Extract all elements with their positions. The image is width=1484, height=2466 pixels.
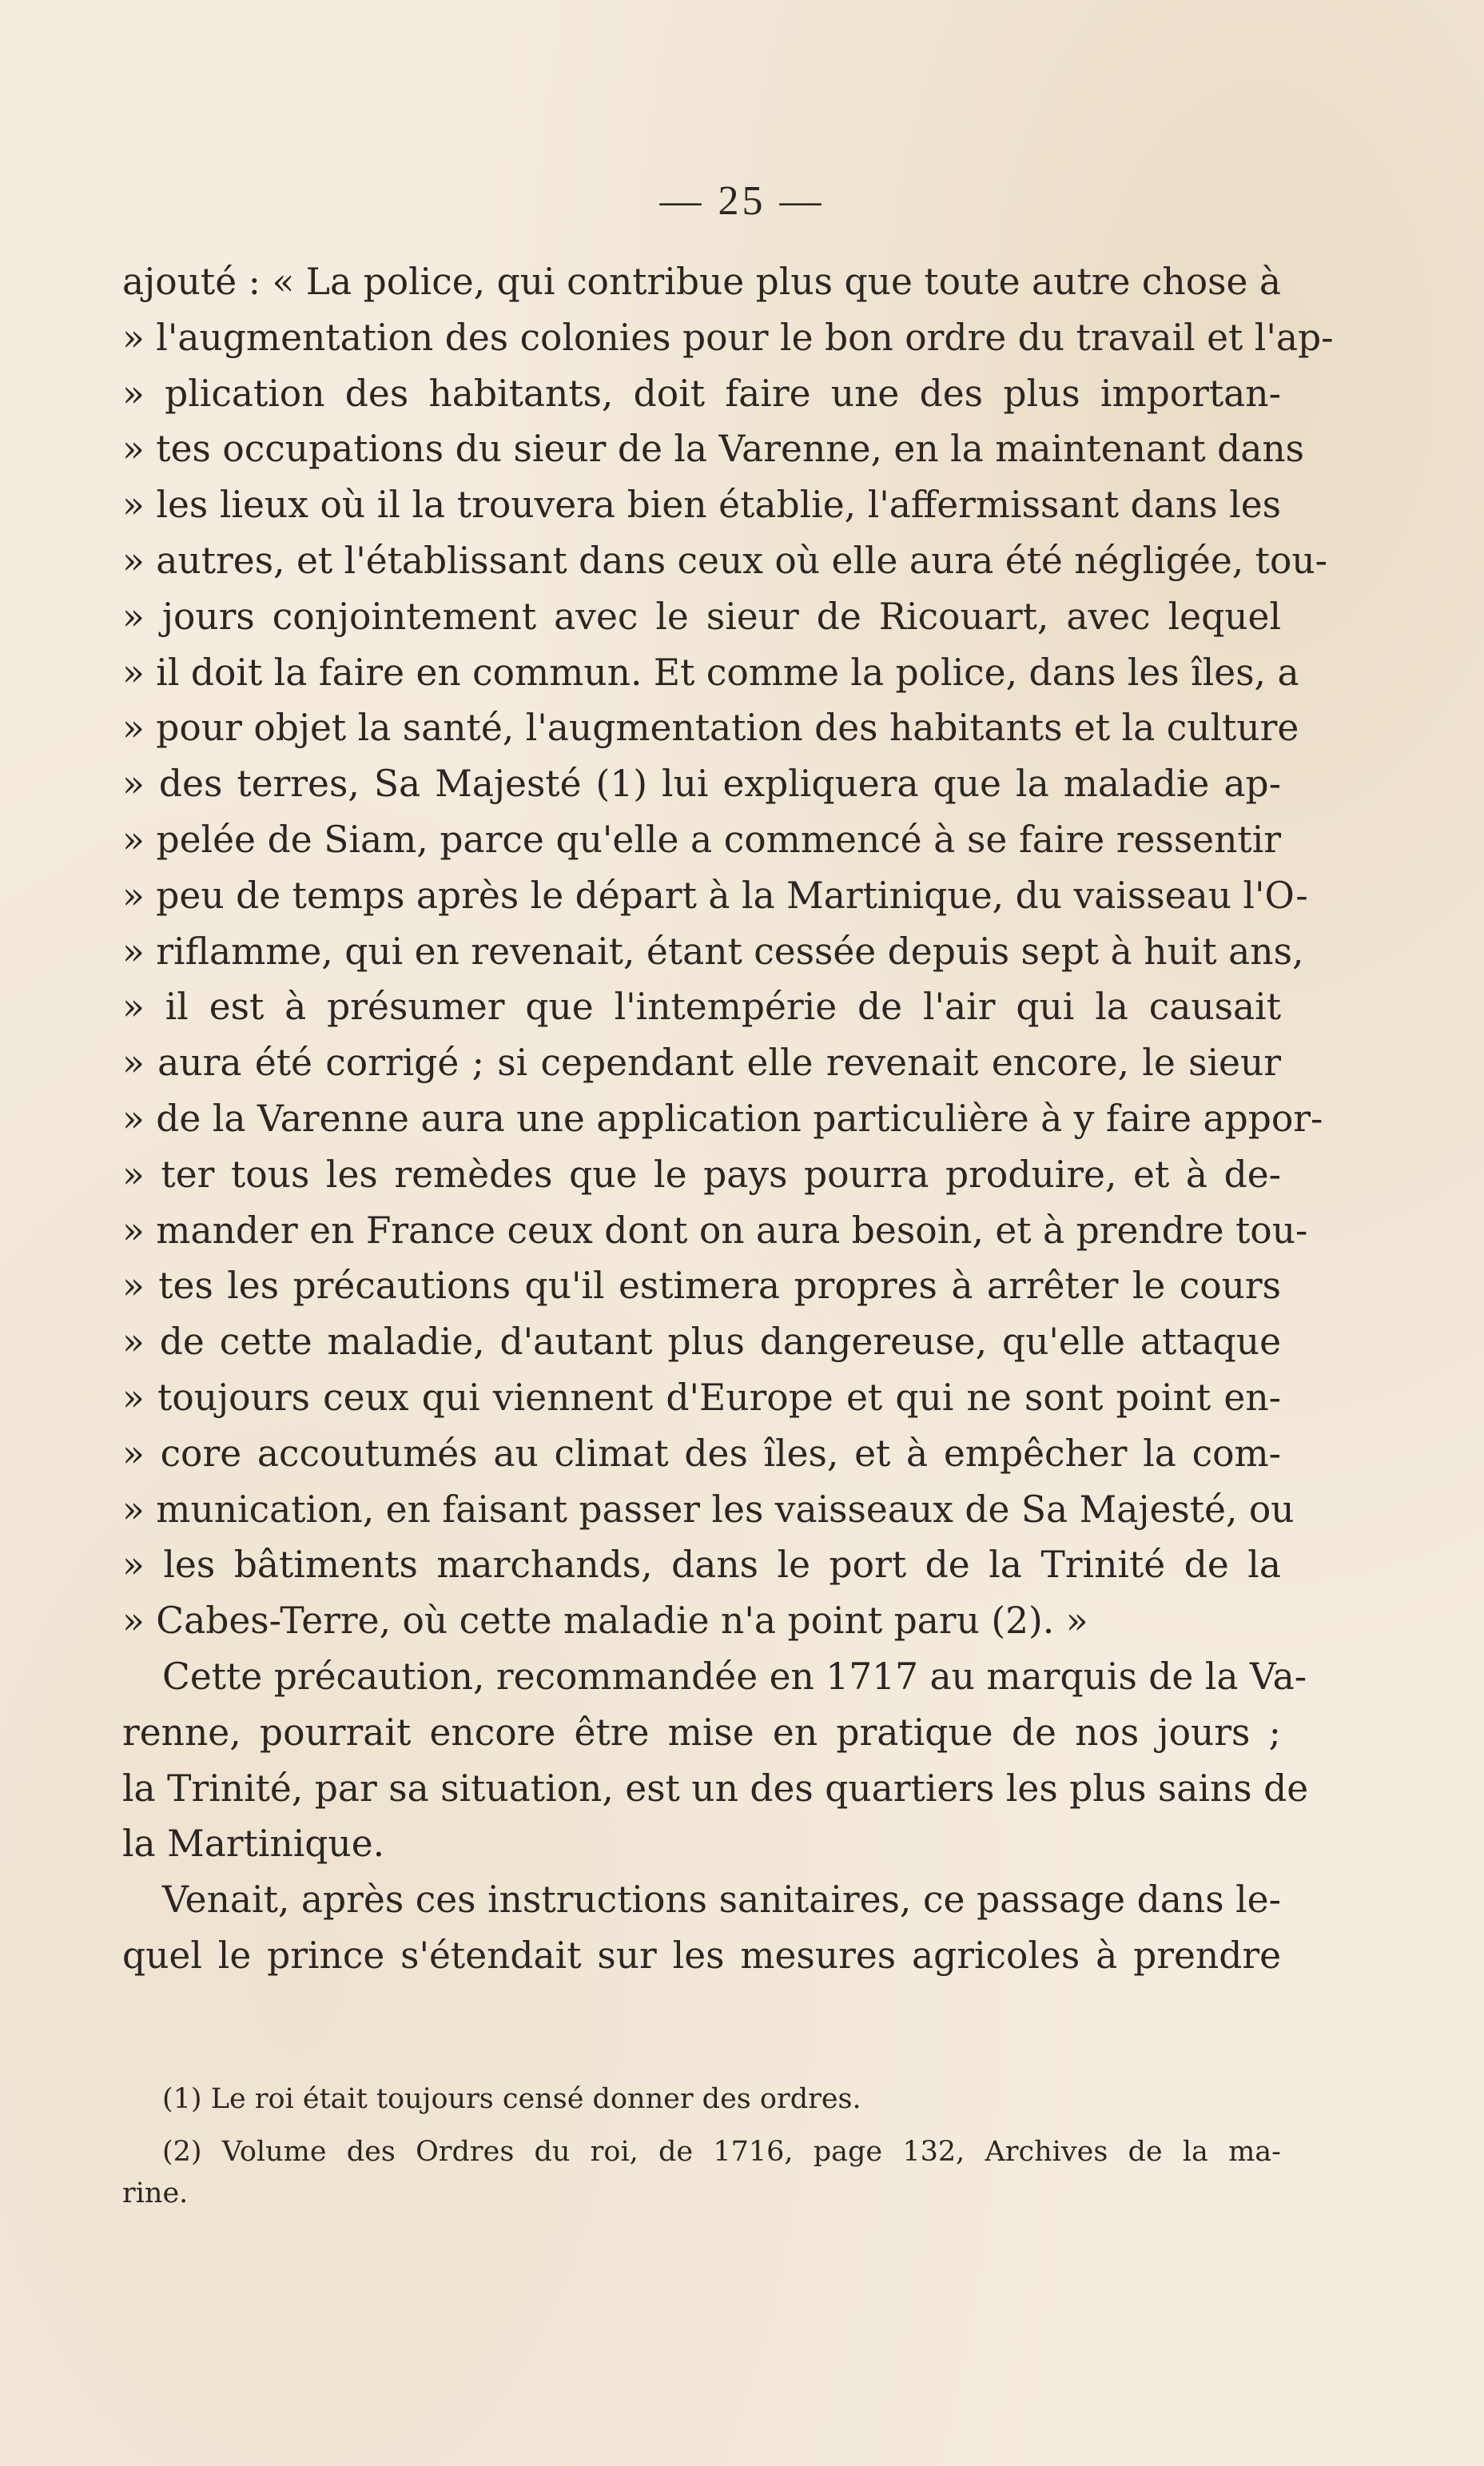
footnote-gap	[122, 2120, 1281, 2131]
text-line: ajouté : « La police, qui contribue plus que toute autre chose à	[122, 261, 1281, 303]
text-line: » il est à présumer que l'intempérie de l'air qui la causait	[122, 986, 1281, 1029]
text-line: » peu de temps après le départ à la Martinique, du vaisseau l'O-	[122, 874, 1308, 917]
text-line: » plication des habitants, doit faire une des plus importan-	[122, 372, 1281, 415]
text-line: » Cabes-Terre, où cette maladie n'a point paru (2). »	[122, 1600, 1088, 1643]
text-line: » pour objet la santé, l'augmentation des habitants et la culture	[122, 707, 1299, 750]
text-line: » jours conjointement avec le sieur de Ricouart, avec lequel	[122, 595, 1281, 638]
footnote-1: (1) Le roi était toujours censé donner des ordres.	[162, 2083, 861, 2115]
text-line: » tes les précautions qu'il estimera propres à arrêter le cours	[122, 1265, 1281, 1308]
text-line: la Martinique.	[122, 1823, 385, 1866]
text-line: Cette précaution, recommandée en 1717 au marquis de la Va-	[162, 1655, 1307, 1698]
text-line: » mander en France ceux dont on aura besoin, et à prendre tou-	[122, 1209, 1308, 1252]
text-line: » des terres, Sa Majesté (1) lui expliquera que la maladie ap-	[122, 763, 1281, 806]
text-line: » pelée de Siam, parce qu'elle a commencé à se faire ressentir	[122, 818, 1281, 861]
text-line: » core accoutumés au climat des îles, et à empêcher la com-	[122, 1432, 1281, 1475]
text-line: » il doit la faire en commun. Et comme la police, dans les îles, a	[122, 651, 1299, 694]
text-line: » autres, et l'établissant dans ceux où elle aura été négligée, tou-	[122, 539, 1328, 582]
text-line: » toujours ceux qui viennent d'Europe et qui ne sont point en-	[122, 1376, 1281, 1419]
body-text	[122, 254, 1334, 1984]
text-line: » de cette maladie, d'autant plus dangereuse, qu'elle attaque	[122, 1321, 1281, 1364]
footnote-2: (2) Volume des Ordres du roi, de 1716, page 132, Archives de la ma-	[162, 2136, 1281, 2168]
text-line: quel le prince s'étendait sur les mesures agricoles à prendre	[122, 1934, 1281, 1977]
page-number: — 25 —	[659, 178, 825, 224]
text-line: » de la Varenne aura une application particulière à y faire appor-	[122, 1097, 1323, 1140]
text-line: » tes occupations du sieur de la Varenne, en la maintenant dans	[122, 428, 1304, 471]
text-line: » l'augmentation des colonies pour le bon ordre du travail et l'ap-	[122, 316, 1334, 359]
text-line: » ter tous les remèdes que le pays pourra produire, et à de-	[122, 1153, 1281, 1196]
text-line: » aura été corrigé ; si cependant elle revenait encore, le sieur	[122, 1042, 1281, 1085]
text-line: » munication, en faisant passer les vaisseaux de Sa Majesté, ou	[122, 1488, 1295, 1531]
text-line: » les bâtiments marchands, dans le port de la Trinité de la	[122, 1544, 1281, 1587]
text-line: renne, pourrait encore être mise en pratique de nos jours ;	[122, 1711, 1281, 1754]
text-line: » riflamme, qui en revenait, étant cessée depuis sept à huit ans,	[122, 930, 1304, 973]
text-line: Venait, après ces instructions sanitaires, ce passage dans le-	[162, 1878, 1281, 1922]
footnotes	[122, 2078, 1281, 2214]
text-line: la Trinité, par sa situation, est un des quartiers les plus sains de	[122, 1767, 1309, 1810]
text-line: » les lieux où il la trouvera bien établie, l'affermissant dans les	[122, 484, 1281, 527]
footnote-2-continuation: rine.	[122, 2177, 189, 2209]
